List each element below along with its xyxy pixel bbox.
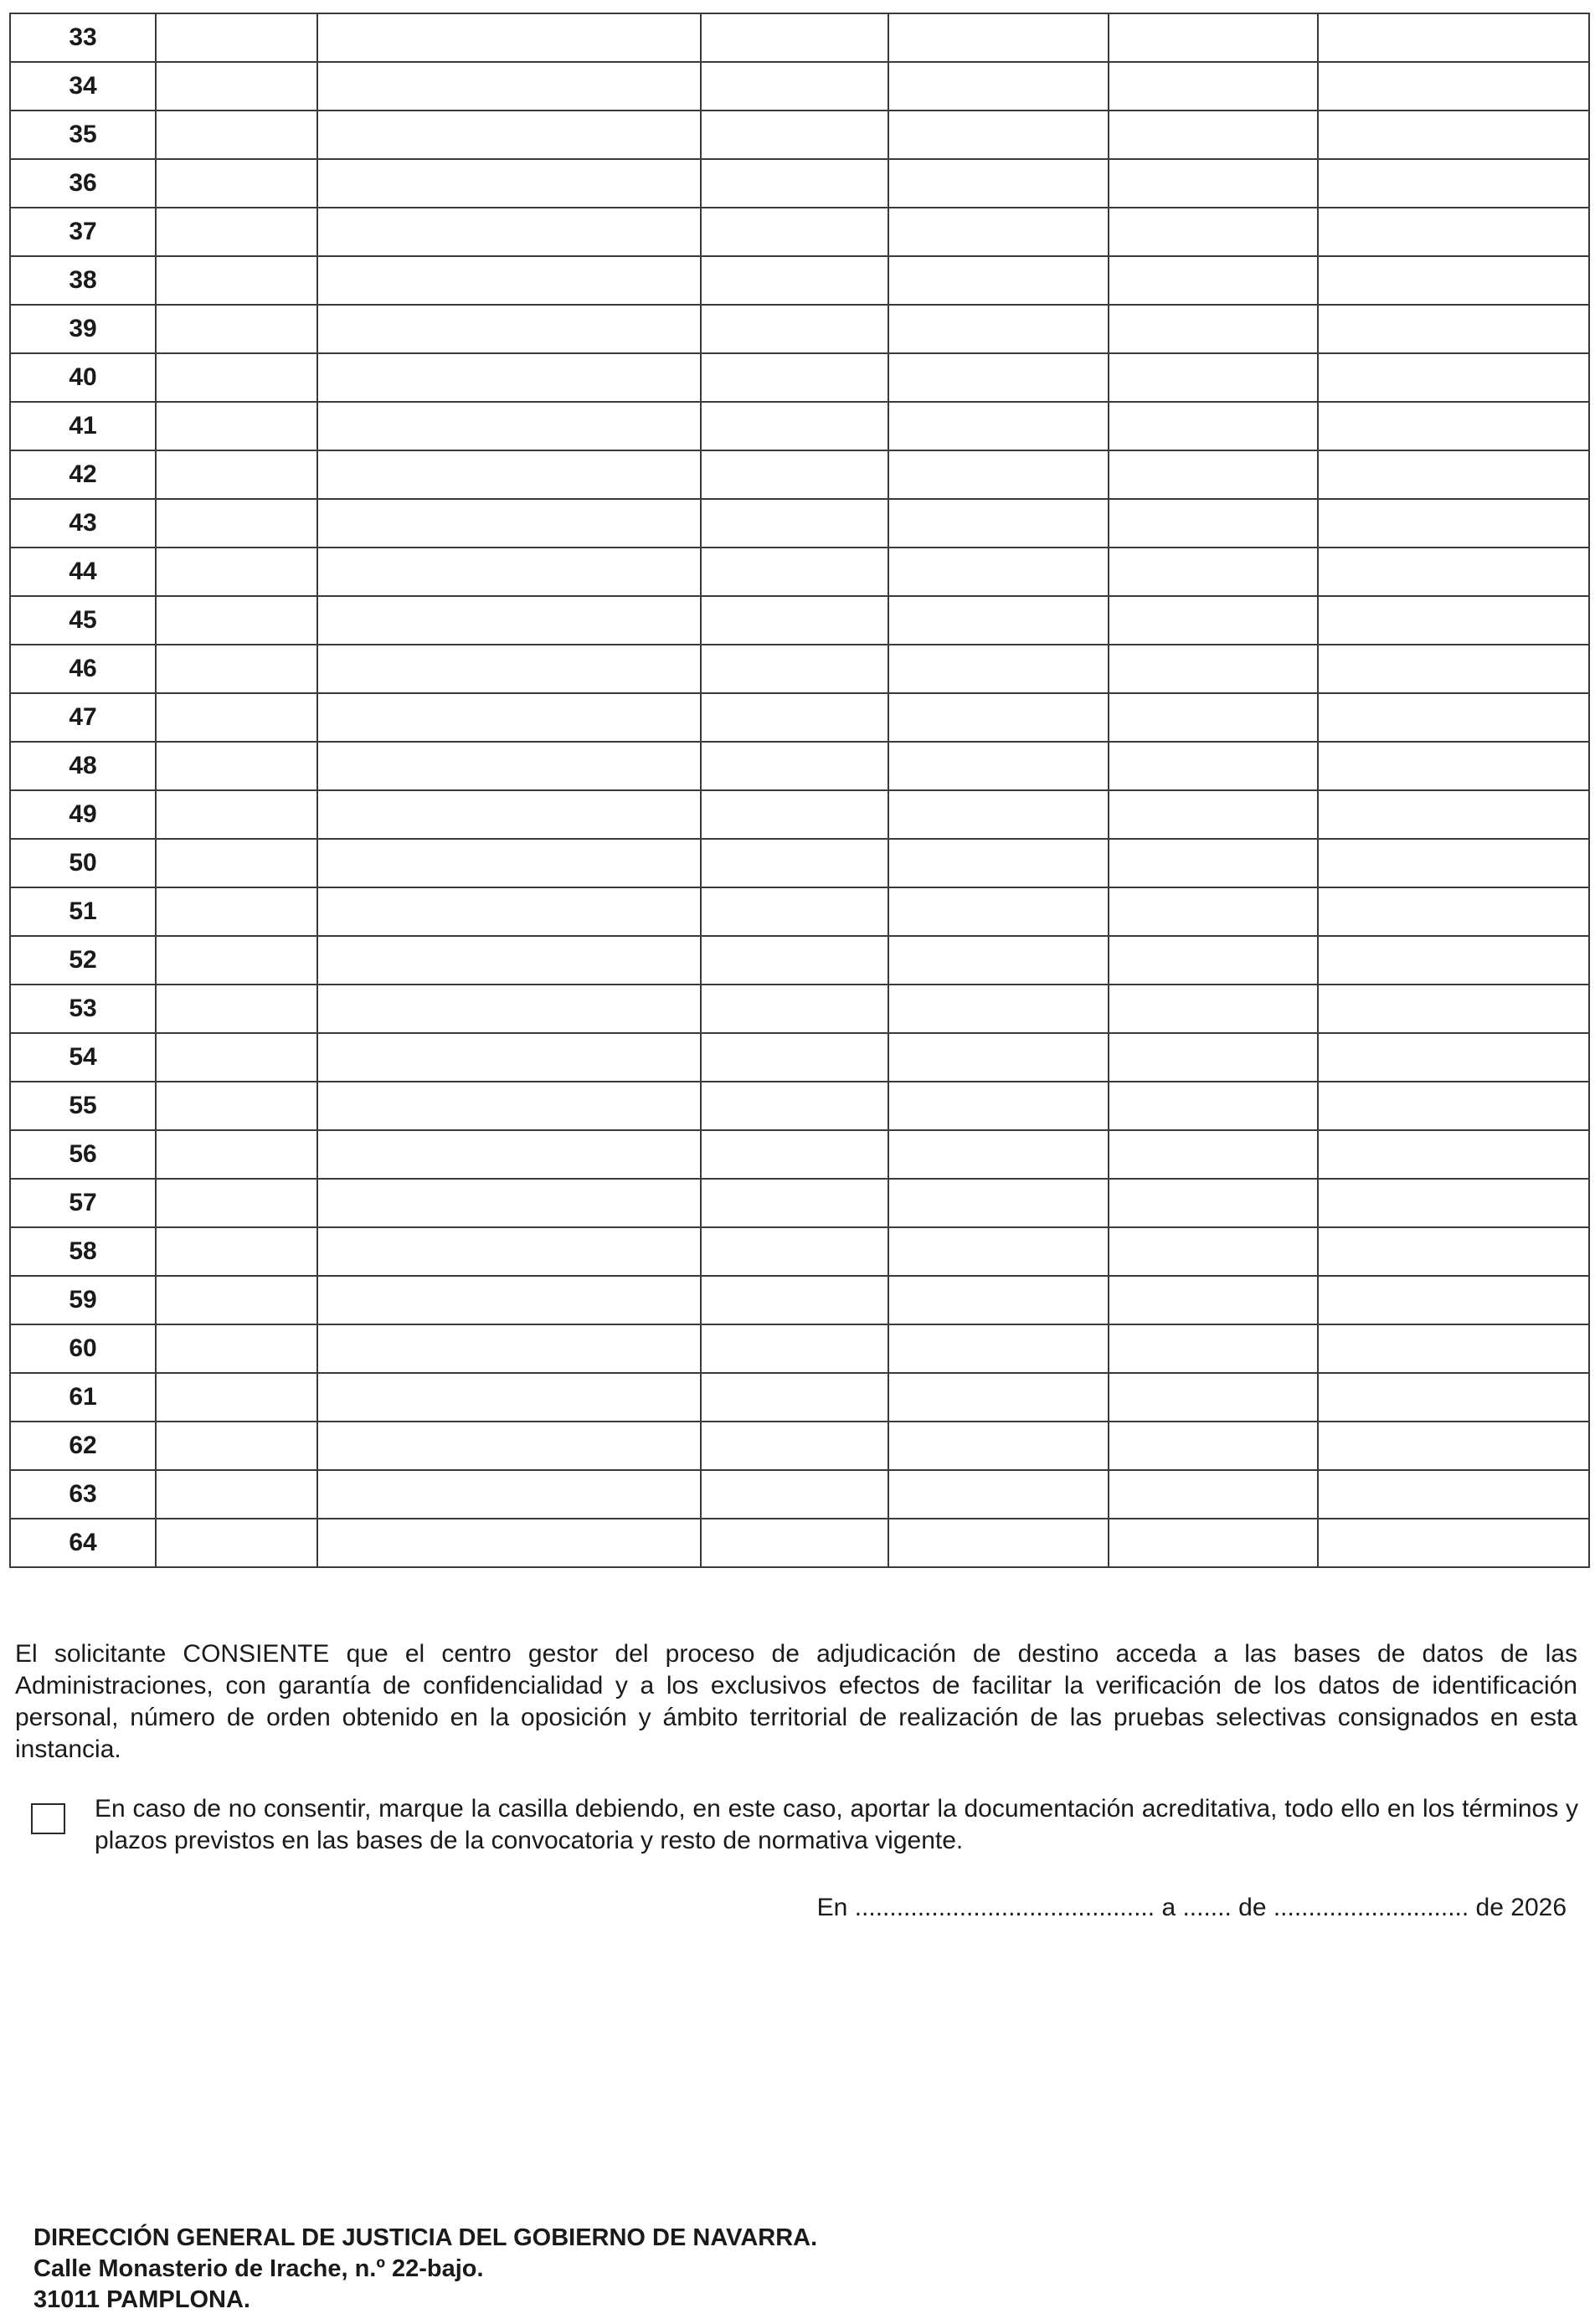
entry-cell[interactable] — [1109, 1324, 1318, 1373]
row-number: 44 — [10, 548, 156, 596]
entry-cell[interactable] — [701, 985, 888, 1033]
entry-cell[interactable] — [888, 1179, 1109, 1227]
table-row — [10, 936, 1589, 985]
entry-cell[interactable] — [701, 62, 888, 111]
entry-cell[interactable] — [317, 1082, 701, 1130]
row-number: 56 — [10, 1130, 156, 1179]
entry-cell[interactable] — [1318, 1033, 1589, 1082]
entry-cell[interactable] — [701, 887, 888, 936]
entry-cell[interactable] — [156, 548, 317, 596]
entry-cell[interactable] — [156, 1470, 317, 1519]
entry-cell[interactable] — [701, 353, 888, 402]
entry-cell[interactable] — [888, 1082, 1109, 1130]
entry-cell[interactable] — [1318, 645, 1589, 693]
entry-cell[interactable] — [1109, 1519, 1318, 1567]
entry-cell[interactable] — [1318, 790, 1589, 839]
entry-cell[interactable] — [1109, 208, 1318, 256]
table-row — [10, 742, 1589, 790]
entry-cell[interactable] — [156, 208, 317, 256]
row-number: 34 — [10, 62, 156, 111]
entry-cell[interactable] — [1318, 596, 1589, 645]
entry-cell[interactable] — [888, 887, 1109, 936]
destination-preference-table — [9, 13, 1590, 1568]
entry-cell[interactable] — [888, 111, 1109, 159]
consent-statement: El solicitante CONSIENTE que el centro gestor del proceso de adjudicación de destino acceda a las bases de datos de las Administraciones, con garantía de confidencialidad y a los exclusivos efectos de facilitar la verificación de los datos de identificación personal, número de orden obtenido en la oposición y ámbito territorial de realización de las pruebas selectivas consignados en esta instancia. — [15, 1640, 1577, 1763]
entry-cell[interactable] — [156, 1082, 317, 1130]
entry-cell[interactable] — [701, 1373, 888, 1422]
entry-cell[interactable] — [888, 305, 1109, 353]
table-row — [10, 887, 1589, 936]
entry-cell[interactable] — [156, 1033, 317, 1082]
no-consent-checkbox[interactable] — [31, 1803, 65, 1834]
row-number: 58 — [10, 1227, 156, 1276]
entry-cell[interactable] — [1318, 450, 1589, 499]
entry-cell[interactable] — [156, 111, 317, 159]
entry-cell[interactable] — [317, 1324, 701, 1373]
entry-cell[interactable] — [156, 1130, 317, 1179]
footer-street: Calle Monasterio de Irache, n.º 22-bajo. — [33, 2255, 484, 2282]
entry-cell[interactable] — [1109, 1033, 1318, 1082]
entry-cell[interactable] — [701, 1033, 888, 1082]
entry-cell[interactable] — [1109, 1373, 1318, 1422]
entry-cell[interactable] — [1109, 936, 1318, 985]
entry-cell[interactable] — [888, 1033, 1109, 1082]
entry-cell[interactable] — [156, 839, 317, 887]
row-number: 64 — [10, 1519, 156, 1567]
table-row — [10, 1373, 1589, 1422]
entry-cell[interactable] — [888, 1324, 1109, 1373]
table-row — [10, 1130, 1589, 1179]
entry-cell[interactable] — [1109, 62, 1318, 111]
row-number: 45 — [10, 596, 156, 645]
row-number: 43 — [10, 499, 156, 548]
entry-cell[interactable] — [156, 1227, 317, 1276]
entry-cell[interactable] — [156, 936, 317, 985]
entry-cell[interactable] — [701, 13, 888, 62]
entry-cell[interactable] — [1318, 1422, 1589, 1470]
entry-cell[interactable] — [888, 790, 1109, 839]
entry-cell[interactable] — [1318, 985, 1589, 1033]
entry-cell[interactable] — [701, 1519, 888, 1567]
entry-cell[interactable] — [156, 1179, 317, 1227]
entry-cell[interactable] — [888, 1373, 1109, 1422]
entry-cell[interactable] — [1318, 208, 1589, 256]
entry-cell[interactable] — [317, 256, 701, 305]
entry-cell[interactable] — [1318, 693, 1589, 742]
row-number: 37 — [10, 208, 156, 256]
row-number: 63 — [10, 1470, 156, 1519]
entry-cell[interactable] — [156, 499, 317, 548]
entry-cell[interactable] — [701, 839, 888, 887]
entry-cell[interactable] — [1109, 742, 1318, 790]
entry-cell[interactable] — [1109, 1130, 1318, 1179]
row-number: 52 — [10, 936, 156, 985]
entry-cell[interactable] — [888, 1422, 1109, 1470]
entry-cell[interactable] — [317, 353, 701, 402]
table-row — [10, 256, 1589, 305]
entry-cell[interactable] — [1109, 499, 1318, 548]
entry-cell[interactable] — [1318, 305, 1589, 353]
entry-cell[interactable] — [317, 1033, 701, 1082]
entry-cell[interactable] — [701, 790, 888, 839]
table-row — [10, 645, 1589, 693]
entry-cell[interactable] — [1318, 499, 1589, 548]
row-number: 57 — [10, 1179, 156, 1227]
table-row — [10, 62, 1589, 111]
entry-cell[interactable] — [156, 596, 317, 645]
table-row — [10, 1324, 1589, 1373]
table-row — [10, 1227, 1589, 1276]
table-row — [10, 402, 1589, 450]
entry-cell[interactable] — [1109, 596, 1318, 645]
entry-cell[interactable] — [317, 450, 701, 499]
entry-cell[interactable] — [701, 159, 888, 208]
entry-cell[interactable] — [888, 208, 1109, 256]
entry-cell[interactable] — [701, 305, 888, 353]
entry-cell[interactable] — [317, 790, 701, 839]
entry-cell[interactable] — [1109, 159, 1318, 208]
row-number: 42 — [10, 450, 156, 499]
entry-cell[interactable] — [701, 1276, 888, 1324]
row-number: 50 — [10, 839, 156, 887]
entry-cell[interactable] — [1318, 402, 1589, 450]
table-row — [10, 1276, 1589, 1324]
entry-cell[interactable] — [317, 839, 701, 887]
row-number: 35 — [10, 111, 156, 159]
entry-cell[interactable] — [888, 839, 1109, 887]
entry-cell[interactable] — [317, 62, 701, 111]
row-number: 60 — [10, 1324, 156, 1373]
entry-cell[interactable] — [1318, 13, 1589, 62]
entry-cell[interactable] — [888, 1276, 1109, 1324]
entry-cell[interactable] — [317, 1179, 701, 1227]
table-row — [10, 13, 1589, 62]
row-number: 59 — [10, 1276, 156, 1324]
entry-cell[interactable] — [156, 62, 317, 111]
table-row — [10, 159, 1589, 208]
entry-cell[interactable] — [317, 742, 701, 790]
entry-cell[interactable] — [156, 985, 317, 1033]
row-number: 33 — [10, 13, 156, 62]
table-row — [10, 1082, 1589, 1130]
entry-cell[interactable] — [317, 1373, 701, 1422]
entry-cell[interactable] — [156, 1373, 317, 1422]
row-number: 51 — [10, 887, 156, 936]
entry-cell[interactable] — [1318, 1373, 1589, 1422]
entry-cell[interactable] — [1318, 839, 1589, 887]
entry-cell[interactable] — [701, 596, 888, 645]
table-row — [10, 305, 1589, 353]
entry-cell[interactable] — [888, 742, 1109, 790]
entry-cell[interactable] — [888, 62, 1109, 111]
entry-cell[interactable] — [156, 693, 317, 742]
table-row — [10, 1470, 1589, 1519]
entry-cell[interactable] — [156, 1324, 317, 1373]
entry-cell[interactable] — [1109, 450, 1318, 499]
entry-cell[interactable] — [317, 1227, 701, 1276]
entry-cell[interactable] — [1109, 256, 1318, 305]
entry-cell[interactable] — [1109, 887, 1318, 936]
entry-cell[interactable] — [1318, 111, 1589, 159]
entry-cell[interactable] — [317, 1422, 701, 1470]
entry-cell[interactable] — [317, 1519, 701, 1567]
entry-cell[interactable] — [1109, 353, 1318, 402]
entry-cell[interactable] — [888, 693, 1109, 742]
footer-organization: DIRECCIÓN GENERAL DE JUSTICIA DEL GOBIERNO DE NAVARRA. — [33, 2224, 818, 2251]
entry-cell[interactable] — [701, 936, 888, 985]
entry-cell[interactable] — [1318, 1082, 1589, 1130]
entry-cell[interactable] — [888, 1470, 1109, 1519]
entry-cell[interactable] — [888, 645, 1109, 693]
entry-cell[interactable] — [1109, 985, 1318, 1033]
entry-cell[interactable] — [156, 645, 317, 693]
table-row — [10, 1422, 1589, 1470]
entry-cell[interactable] — [317, 208, 701, 256]
row-number: 48 — [10, 742, 156, 790]
entry-cell[interactable] — [701, 256, 888, 305]
entry-cell[interactable] — [156, 256, 317, 305]
entry-cell[interactable] — [701, 1324, 888, 1373]
entry-cell[interactable] — [1318, 159, 1589, 208]
entry-cell[interactable] — [1109, 13, 1318, 62]
entry-cell[interactable] — [1109, 790, 1318, 839]
entry-cell[interactable] — [317, 1130, 701, 1179]
entry-cell[interactable] — [1109, 693, 1318, 742]
entry-cell[interactable] — [888, 1227, 1109, 1276]
entry-cell[interactable] — [1109, 548, 1318, 596]
row-number: 46 — [10, 645, 156, 693]
entry-cell[interactable] — [317, 887, 701, 936]
entry-cell[interactable] — [1318, 62, 1589, 111]
entry-cell[interactable] — [1109, 402, 1318, 450]
entry-cell[interactable] — [701, 499, 888, 548]
entry-cell[interactable] — [156, 742, 317, 790]
entry-cell[interactable] — [1109, 1470, 1318, 1519]
entry-cell[interactable] — [1109, 1422, 1318, 1470]
entry-cell[interactable] — [888, 256, 1109, 305]
entry-cell[interactable] — [701, 645, 888, 693]
entry-cell[interactable] — [701, 693, 888, 742]
row-number: 39 — [10, 305, 156, 353]
entry-cell[interactable] — [888, 159, 1109, 208]
entry-cell[interactable] — [1318, 1276, 1589, 1324]
entry-cell[interactable] — [317, 159, 701, 208]
entry-cell[interactable] — [888, 936, 1109, 985]
entry-cell[interactable] — [701, 450, 888, 499]
entry-cell[interactable] — [701, 1082, 888, 1130]
entry-cell[interactable] — [1109, 645, 1318, 693]
entry-cell[interactable] — [1109, 111, 1318, 159]
entry-cell[interactable] — [1318, 1227, 1589, 1276]
entry-cell[interactable] — [156, 1422, 317, 1470]
table-row — [10, 208, 1589, 256]
entry-cell[interactable] — [701, 111, 888, 159]
table-row — [10, 499, 1589, 548]
entry-cell[interactable] — [1318, 548, 1589, 596]
entry-cell[interactable] — [1318, 887, 1589, 936]
entry-cell[interactable] — [156, 790, 317, 839]
table-row — [10, 1179, 1589, 1227]
entry-cell[interactable] — [1109, 1082, 1318, 1130]
entry-cell[interactable] — [701, 1227, 888, 1276]
row-number: 61 — [10, 1373, 156, 1422]
entry-cell[interactable] — [888, 596, 1109, 645]
table-row — [10, 839, 1589, 887]
place-date-line: En ........................................... a ....... de ............................ de 2026 — [816, 1894, 1567, 1921]
table-row — [10, 985, 1589, 1033]
row-number: 40 — [10, 353, 156, 402]
row-number: 53 — [10, 985, 156, 1033]
entry-cell[interactable] — [888, 1130, 1109, 1179]
table-row — [10, 548, 1589, 596]
entry-cell[interactable] — [156, 13, 317, 62]
table-row — [10, 111, 1589, 159]
entry-cell[interactable] — [156, 1276, 317, 1324]
entry-cell[interactable] — [1109, 1179, 1318, 1227]
entry-cell[interactable] — [1109, 1227, 1318, 1276]
row-number: 38 — [10, 256, 156, 305]
row-number: 54 — [10, 1033, 156, 1082]
row-number: 41 — [10, 402, 156, 450]
entry-cell[interactable] — [317, 13, 701, 62]
address-footer — [33, 2223, 817, 2316]
table-row — [10, 596, 1589, 645]
entry-cell[interactable] — [156, 1519, 317, 1567]
table-row — [10, 353, 1589, 402]
entry-cell[interactable] — [156, 402, 317, 450]
entry-cell[interactable] — [888, 548, 1109, 596]
entry-cell[interactable] — [888, 13, 1109, 62]
entry-cell[interactable] — [701, 402, 888, 450]
entry-cell[interactable] — [1318, 1130, 1589, 1179]
entry-cell[interactable] — [888, 450, 1109, 499]
entry-cell[interactable] — [1318, 353, 1589, 402]
entry-cell[interactable] — [317, 111, 701, 159]
entry-cell[interactable] — [701, 208, 888, 256]
entry-cell[interactable] — [1318, 256, 1589, 305]
entry-cell[interactable] — [888, 402, 1109, 450]
entry-cell[interactable] — [1109, 839, 1318, 887]
entry-cell[interactable] — [1109, 305, 1318, 353]
row-number: 62 — [10, 1422, 156, 1470]
entry-cell[interactable] — [156, 450, 317, 499]
table-row — [10, 1519, 1589, 1567]
entry-cell[interactable] — [701, 1130, 888, 1179]
entry-cell[interactable] — [156, 887, 317, 936]
entry-cell[interactable] — [888, 499, 1109, 548]
entry-cell[interactable] — [888, 1519, 1109, 1567]
entry-cell[interactable] — [1318, 1179, 1589, 1227]
entry-cell[interactable] — [317, 548, 701, 596]
entry-cell[interactable] — [317, 402, 701, 450]
entry-cell[interactable] — [1318, 1470, 1589, 1519]
entry-cell[interactable] — [701, 1422, 888, 1470]
table-row — [10, 693, 1589, 742]
entry-cell[interactable] — [701, 1470, 888, 1519]
entry-cell[interactable] — [156, 159, 317, 208]
row-number: 47 — [10, 693, 156, 742]
row-number: 55 — [10, 1082, 156, 1130]
entry-cell[interactable] — [888, 985, 1109, 1033]
entry-cell[interactable] — [317, 985, 701, 1033]
row-number: 49 — [10, 790, 156, 839]
row-number: 36 — [10, 159, 156, 208]
footer-city: 31011 PAMPLONA. — [33, 2286, 250, 2313]
table-row — [10, 1033, 1589, 1082]
entry-cell[interactable] — [156, 353, 317, 402]
table-row — [10, 450, 1589, 499]
entry-cell[interactable] — [1109, 1276, 1318, 1324]
no-consent-instructions: En caso de no consentir, marque la casilla debiendo, en este caso, aportar la documentación acreditativa, todo ello en los términos y plazos previstos en las bases de la convocatoria y resto de normativa vigente. — [95, 1795, 1578, 1854]
entry-cell[interactable] — [317, 499, 701, 548]
entry-cell[interactable] — [317, 693, 701, 742]
entry-cell[interactable] — [317, 1276, 701, 1324]
entry-cell[interactable] — [1318, 1324, 1589, 1373]
entry-cell[interactable] — [317, 1470, 701, 1519]
entry-cell[interactable] — [156, 305, 317, 353]
entry-cell[interactable] — [317, 936, 701, 985]
entry-cell[interactable] — [1318, 1519, 1589, 1567]
entry-cell[interactable] — [701, 1179, 888, 1227]
entry-cell[interactable] — [701, 742, 888, 790]
entry-cell[interactable] — [317, 596, 701, 645]
entry-cell[interactable] — [701, 548, 888, 596]
entry-cell[interactable] — [1318, 742, 1589, 790]
entry-cell[interactable] — [317, 645, 701, 693]
entry-cell[interactable] — [1318, 936, 1589, 985]
entry-cell[interactable] — [888, 353, 1109, 402]
entry-cell[interactable] — [317, 305, 701, 353]
table-row — [10, 790, 1589, 839]
